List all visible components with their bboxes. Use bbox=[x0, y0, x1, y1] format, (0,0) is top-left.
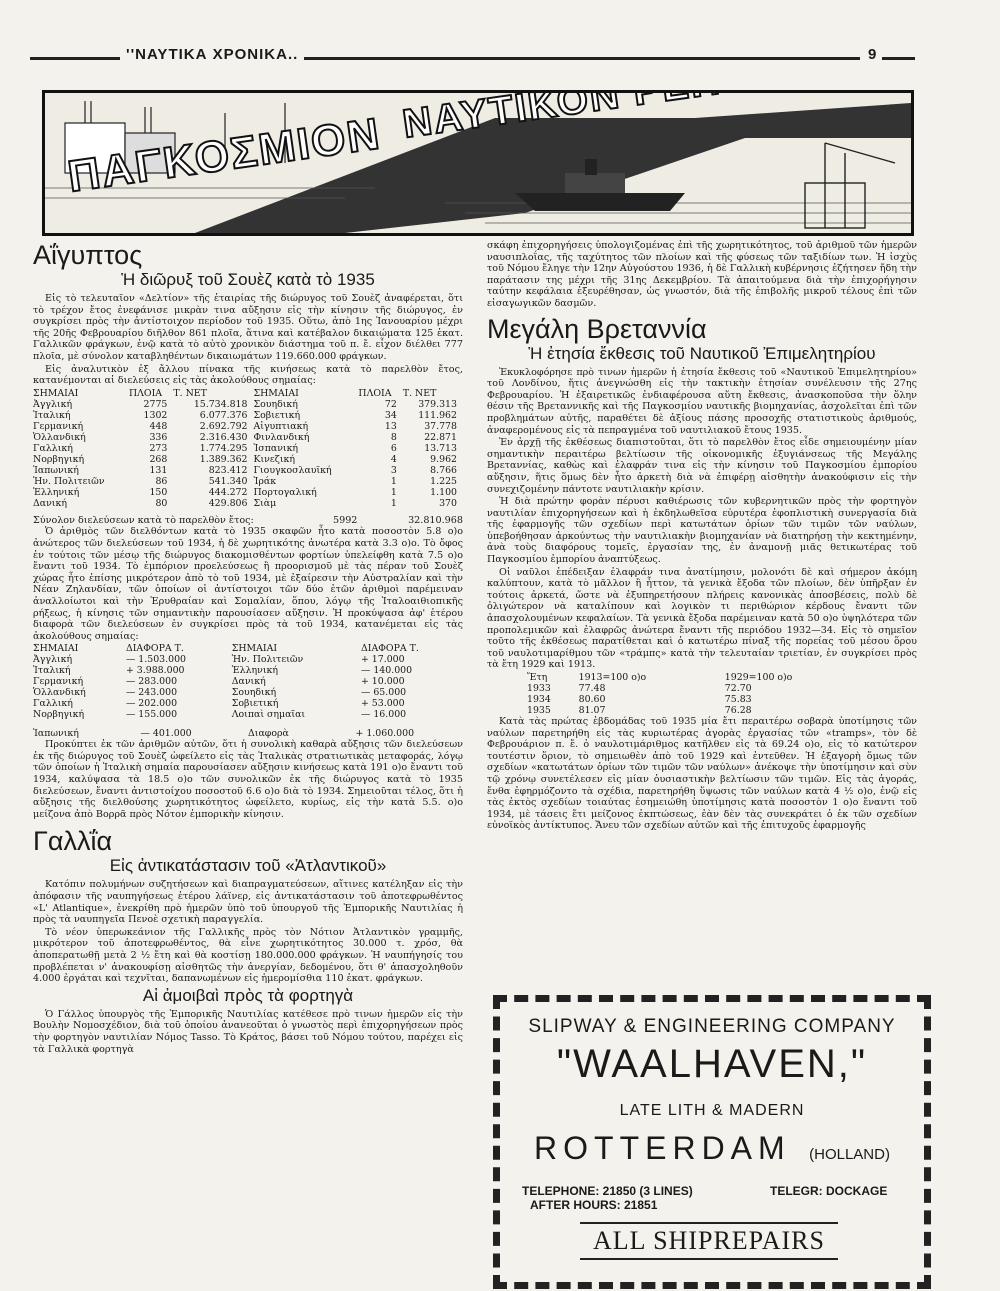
freight-table-header: 1929=100 ο)ο bbox=[724, 672, 793, 683]
freight-table-header: 1913=100 ο)ο bbox=[578, 672, 647, 683]
flags-difference-total bbox=[33, 728, 463, 739]
table-cell: Ἰταλική bbox=[33, 409, 71, 421]
table-cell: 111.962 bbox=[418, 409, 457, 421]
table-cell: Σοβιετική bbox=[253, 409, 301, 421]
egypt-paragraph-4: Προκύπτει ἐκ τῶν ἀριθμῶν αὐτῶν, ὅτι ἡ συνολικὴ καθαρὰ αὔξησις τῶν διελεύσεων ἐκ τῆς διώρυγος τοῦ Σουὲζ ὠφείλετο εἰς τὰς Ἰταλικὰς στρατιωτικὰς μεταφοράς, λόγῳ τῶν ὁποίων ἡ Ἰταλικὴ σημαία παρουσίασεν αὔξησιν κινήσεως κατὰ 191 ο)ο ἔναντι τοῦ 1934, καλύψασα τὰ 18.5 ο)ο τῶν συνολικῶν ἐκ τῆς διώρυγος κατὰ τὸ 1935 διελεύσεων, ἔναντι ἀντιστοίχου ποσοστοῦ 6.6 ο)ο διὰ τὸ 1934. Σημειοῦται τέλος, ὅτι ἡ αὔξησις τῆς διελθούσης χωρητικότητος ὠφείλετο, κυρίως, εἰς τὴν κατὰ 5.5. ο)ο μείζονα ἀπὸ Βορρᾶ πρὸς Νότον ἐμπορικὴν κίνησιν. bbox=[33, 739, 463, 820]
table-cell: Ἑλληνική bbox=[231, 665, 278, 677]
table-cell: — 1.503.000 bbox=[125, 654, 187, 666]
table-cell: 150 bbox=[149, 486, 168, 498]
table-cell: Σιὰμ bbox=[253, 497, 277, 509]
left-column bbox=[33, 240, 463, 1056]
table-cell: 541.340 bbox=[208, 475, 248, 487]
ad-city-line bbox=[500, 1130, 924, 1167]
table-cell: Νορβηγική bbox=[33, 709, 85, 721]
table-cell: 13 bbox=[384, 420, 397, 432]
masthead-title: ''ΝΑΥΤΙΚΑ ΧΡΟΝΙΚΑ.. bbox=[120, 46, 304, 63]
table-cell: 268 bbox=[149, 453, 168, 465]
table-cell: Αἰγυπτιακή bbox=[253, 420, 309, 432]
total-transits-line bbox=[33, 515, 463, 527]
table-cell: 1935 bbox=[527, 705, 551, 716]
table-cell: + 17.000 bbox=[360, 654, 405, 666]
table-cell: Ἡν. Πολιτειῶν bbox=[231, 654, 304, 666]
table-row bbox=[33, 432, 463, 443]
freight-table-body bbox=[527, 683, 871, 716]
table-row bbox=[33, 687, 463, 698]
table-cell: 72 bbox=[384, 398, 397, 410]
table-cell: 76.28 bbox=[724, 705, 752, 716]
table-cell: 9.962 bbox=[430, 453, 457, 465]
table-cell: 81.07 bbox=[578, 705, 606, 716]
egypt-paragraph-2: Εἰς ἀναλυτικὸν ἐξ ἄλλου πίνακα τῆς κινήσεως κατὰ τὸ παρελθὸν ἔτος, κατανέμονται αἱ διελεύσεις εἰς τὰς ἀκολούθους σημαίας: bbox=[33, 363, 463, 387]
table-row bbox=[33, 476, 463, 487]
table-row bbox=[33, 465, 463, 476]
table-cell: 131 bbox=[149, 464, 168, 476]
table-row bbox=[527, 694, 871, 705]
table-cell: 1.100 bbox=[430, 486, 457, 498]
france-paragraph-1: Κατόπιν πολυμήνων συζητήσεων καὶ διαπραγματεύσεων, αἵτινες κατέληξαν εἰς τὴν ἀπόφασιν τῆς ναυπηγήσεως ἑτέρου λάϊνερ, εἰς ἀντικατάστασιν τοῦ ἀποτεφρωθέντος «L' Atlantique», ἐνεκρίθη πρὸ ἡμερῶν ὑπὸ τοῦ ὑπουργοῦ τῆς Ἐμπορικῆς Ναυτιλίας ἡ πρὸς τὰ ναυπηγεῖα Πενοὲ σχετικὴ παραγγελία. bbox=[33, 879, 463, 926]
table-cell: Ἡν. Πολιτειῶν bbox=[33, 475, 105, 487]
france-heading: Γαλλΐα bbox=[33, 826, 113, 857]
table-cell: 1 bbox=[390, 497, 397, 509]
britain-heading: Μεγάλη Βρεταννία bbox=[487, 313, 707, 344]
table-cell: Σουηδική bbox=[231, 687, 277, 699]
table-cell: Δανική bbox=[231, 676, 266, 688]
table2-body bbox=[33, 654, 463, 720]
table-cell: 34 bbox=[384, 409, 397, 421]
right-column bbox=[487, 240, 917, 833]
table2-last-cell: Διαφορὰ bbox=[248, 728, 289, 740]
table-cell: 80 bbox=[155, 497, 168, 509]
table2-header: ΔΙΑΦΟΡΑ Τ. bbox=[125, 643, 184, 655]
table-cell: 3 bbox=[390, 464, 397, 476]
table1-header: ΣΗΜΑΙΑΙ bbox=[253, 387, 299, 399]
table-cell: — 202.000 bbox=[125, 698, 178, 710]
table-cell: 1 bbox=[390, 486, 397, 498]
france-subheading: Εἰς ἀντικατάστασιν τοῦ «Ἀτλαντικοῦ» bbox=[109, 856, 387, 876]
table-cell: Ἀγγλική bbox=[33, 398, 73, 410]
table-cell: — 283.000 bbox=[125, 676, 178, 688]
table2-header: ΔΙΑΦΟΡΑ Τ. bbox=[360, 643, 419, 655]
table-cell: Ἀγγλική bbox=[33, 654, 73, 666]
table-cell: 370 bbox=[439, 497, 457, 509]
table-cell: 1 bbox=[390, 475, 397, 487]
table-cell: Πορτογαλική bbox=[253, 486, 317, 498]
table-cell: 1.774.295 bbox=[199, 442, 248, 454]
table-cell: Ἑλληνική bbox=[33, 486, 80, 498]
table-cell: Γαλλική bbox=[33, 698, 73, 710]
table-cell: Κινεζική bbox=[253, 453, 295, 465]
table-cell: — 140.000 bbox=[360, 665, 413, 677]
table1-header: Τ. ΝΕΤ bbox=[402, 387, 437, 399]
freight-index-table bbox=[527, 672, 871, 716]
ad-city: ROTTERDAM bbox=[534, 1130, 791, 1166]
ad-after-hours: AFTER HOURS: 21851 bbox=[530, 1198, 658, 1212]
britain-paragraph-4: Οἱ ναῦλοι ἐπέδειξαν ἐλαφράν τινα ἀνατίμησιν, μολονότι δὲ καὶ σήμερον ἀκόμη καλύπτουν, κατὰ τὸ μᾶλλον ἢ ἧττον, τὰ γενικὰ ἔξοδα τῶν πλοίων, δὲν ὑπῆρξαν ἐν τούτοις ἀρκετά, ὥστε νὰ ἐξυπηρετήσουν πλήρεις κανονικὰς ἀποσβέσεις, πολὺ δὲ ὀλιγώτερον νὰ καταλίπουν καὶ λογικὸν τι περιθώριον κέρδους ἔναντι τῶν ἀπασχολουμένων κεφαλαίων. Τὰ γενικὰ ἔξοδα παρέμειναν κατὰ 50 ο)ο ὑψηλότερα τῶν προπολεμικῶν καὶ ἐλαφρῶς ἀνώτερα ἔναντι τῆς περιόδου 1932—34. Εἰς τὸ σημεῖον τοῦτο τῆς ἐκθέσεως παρατίθεται καὶ ὁ κατωτέρω πίναξ τῆς πορείας τοῦ μέσου ὅρου τοῦ ναυλοτιμαρίθμου τῶν «τράμπς» κατὰ τὴν τελευταίαν τριετίαν, ἐν συγκρίσει πρὸς τὰ ἔτη 1929 καὶ 1913. bbox=[487, 566, 917, 671]
ad-address: LATE LITH & MADERN bbox=[619, 1102, 805, 1119]
table-cell: Λοιπαὶ σημαῖαι bbox=[231, 709, 306, 721]
table-row bbox=[33, 443, 463, 454]
banner-title-bottom: ΠΑΓΚΟΣΜΙΟΝ bbox=[65, 109, 385, 202]
table-cell: 2.692.792 bbox=[199, 420, 248, 432]
table-cell: Ἰαπωνική bbox=[33, 464, 79, 476]
table-cell: Σοβιετική bbox=[231, 698, 279, 710]
table-cell: 13.713 bbox=[424, 442, 457, 454]
masthead-rule-right bbox=[880, 57, 915, 60]
table-cell: — 243.000 bbox=[125, 687, 178, 699]
table-row bbox=[33, 654, 463, 665]
table2-last-cell: — 401.000 bbox=[140, 728, 192, 740]
egypt-paragraph-3: Ὁ ἀριθμὸς τῶν διελθόντων κατὰ τὸ 1935 σκαφῶν ἦτο κατὰ ποσοστὸν 5.8 ο)ο ἀνώτερος τῶν διελεύσεων τοῦ 1934, ἡ δὲ χωρητικότης ἀνωτέρα κατὰ 3.3 ο)ο. Τὸ ὄφος ἐν τούτοις τῶν μέσῳ τῆς διώρυγος διακομισθέντων φορτίων ὑπελείφθη κατὰ 7.5 ο)ο ἔναντι τοῦ 1934. Τὸ ἐμπόριον προελεύσεως ἢ προορισμοῦ μὲ τὰς πέραν τοῦ Σουὲζ χώρας ἦτο ἐπίσης μικρότερον ἀπὸ τὸ τοῦ 1934, μὲ ἐξαίρεσιν τὴν Αὐστραλίαν καὶ τὴν Νέαν Ζηλανδίαν, τῶν ὁποίων οἱ ἀντίστοιχοι τῶν δύο ἐτῶν ἀριθμοὶ παρέμειναν ἀναλλοίωτοι καὶ τὴν Ἐρυθραίαν καὶ Σομαλίαν, ὅπου, λόγῳ τῆς Ἰταλοαιθιοπικῆς ρήξεως, ἡ κίνησις τῶν σημαντικὴν παρουσίασεν αὔξησιν. Ἡ προκύψασα ἀφ' ἑτέρου διαφορὰ τῶν διελεύσεων ἐν συγκρίσει πρὸς τὰ τοῦ 1934, κατανέμεται εἰς τὰς ἀκολούθους σημαίας: bbox=[33, 526, 463, 642]
table-cell: + 3.988.000 bbox=[125, 665, 185, 677]
table-cell: 75.83 bbox=[724, 694, 752, 705]
egypt-heading: Αΐγυπτος bbox=[33, 240, 143, 270]
table-cell: Ἰράκ bbox=[253, 475, 277, 487]
table-row bbox=[33, 454, 463, 465]
table-row bbox=[33, 410, 463, 421]
egypt-paragraph-1: Εἰς τὸ τελευταῖον «Δελτίον» τῆς ἑταιρίας τῆς διώρυγος τοῦ Σουὲζ ἀναφέρεται, ὅτι τὸ τρέχον ἔτος ἐνεφάνισε μικρὰν τινα αὔξησιν εἰς τὴν κίνησιν τῆς διώρυγος, ἐν συγκρίσει πρὸς τὴν ἀντίστοιχον περίοδον τοῦ 1935. Οὕτω, ἀπὸ 1ης Ἰανουαρίου μέχρι τῆς 20ῆς Φεβρουαρίου διῆλθον 861 πλοῖα, ἅτινα καὶ κατέβαλον δικαιώματα 125 ἑκατ. Γαλλικῶν φράγκων, ἐνῷ κατὰ τὸ αὐτὸ χρονικὸν διάστημα τοῦ π. ἔ. εἶχον διέλθει 777 πλοῖα, μὲ σύνολον καταβληθέντων δικαιωμάτων 119.660.000 φράγκων. bbox=[33, 293, 463, 362]
table-row bbox=[33, 676, 463, 687]
table2-header: ΣΗΜΑΙΑΙ bbox=[231, 643, 278, 655]
table-cell: 22.871 bbox=[424, 431, 457, 443]
table-row bbox=[527, 705, 871, 716]
table-cell: 80.60 bbox=[578, 694, 606, 705]
table-cell: 444.272 bbox=[208, 486, 248, 498]
france-continued-paragraph: σκάφη ἐπιχορηγήσεις ὑπολογιζομένας ἐπὶ τῆς χωρητικότητος, τοῦ ἀριθμοῦ τῶν ἡμερῶν ναυσιπλοΐας, τῆς ταχύτητος τῶν πλοίων καὶ τῆς φύσεως τῶν ταξιδίων των. Ἡ ἰσχὺς τοῦ Νόμου ἔληγε τὴν 12ην Αὐγούστου 1936, ἡ δὲ Γαλλικὴ κυβέρνησις ἐζήτησεν ἤδη τὴν παράτασιν της μέχρι τῆς 31ης Δεκεμβρίου. Τὰ ἀπαιτούμενα διὰ τὴν ἐπιχορήγησιν ταύτην κεφάλαια ἐξευρέθησαν, ὡς γνωστόν, διὰ τῆς ἐπιβολῆς μικροῦ τέλους ἐπὶ τῶν εἰσαγωγικῶν δασμῶν. bbox=[487, 240, 917, 309]
table1-header: Τ. ΝΕΤ bbox=[173, 387, 207, 399]
britain-subheading: Ἡ ἐτησία ἔκθεσις τοῦ Ναυτικοῦ Ἐπιμελητηρίου bbox=[528, 343, 876, 363]
ad-telephone: TELEPHONE: 21850 (3 LINES) bbox=[522, 1184, 693, 1198]
table-cell: 15.734.818 bbox=[193, 398, 248, 410]
table-cell: 1302 bbox=[143, 409, 168, 421]
table1-body bbox=[33, 399, 463, 509]
table2-last-cell: Ἰαπωνική bbox=[33, 728, 79, 740]
table-cell: Ὁλλανδική bbox=[33, 687, 86, 699]
table-cell: 1.225 bbox=[430, 475, 457, 487]
total-net-value: 32.810.968 bbox=[408, 514, 463, 526]
table-row bbox=[527, 683, 871, 694]
table-cell: 273 bbox=[149, 442, 168, 454]
total-transits-label: Σύνολον διελεύσεων κατὰ τὸ παρελθὸν ἔτος: bbox=[33, 514, 254, 526]
table-cell: Γερμανική bbox=[33, 420, 84, 432]
table1-header: ΠΛΟΙΑ bbox=[128, 387, 163, 399]
table-cell: 379.313 bbox=[418, 398, 457, 410]
table-cell: Σουηδική bbox=[253, 398, 298, 410]
table-row bbox=[33, 709, 463, 720]
table-row bbox=[33, 487, 463, 498]
table-cell: — 155.000 bbox=[125, 709, 178, 721]
france-paragraph-3: Ὁ Γάλλος ὑπουργὸς τῆς Ἐμπορικῆς Ναυτιλίας κατέθεσε πρὸ τινων ἡμερῶν εἰς τὴν Βουλὴν Νομοσχέδιον, διὰ τοῦ ὁποίου ἀνανεοῦται ὁ γνωστὸς περὶ ἐπιχορηγήσεων πρὸς τὴν φορτηγὸν ναυτιλίαν Νόμος Tasso. Τὸ Κράτος, βάσει τοῦ Νόμου τούτου, παρέχει εἰς τὰ Γαλλικὰ φορτηγὰ bbox=[33, 1008, 463, 1055]
table1-header: ΠΛΟΙΑ bbox=[358, 387, 392, 399]
britain-paragraph-2: Ἐν ἀρχῇ τῆς ἐκθέσεως διαπιστοῦται, ὅτι τὸ παρελθὸν ἔτος εἶδε σημειουμένην μίαν σημαντικὴν περαιτέρω βελτίωσιν τῆς οἰκονομικῆς ἐξυγιάνσεως τῆς Μεγάλης Βρεταννίας, καθὼς καὶ ἐλαφράν τινα εἰς τὴν κίνησιν τοῦ Παγκοσμίου ἐμπορίου αὔξησιν, ἥτις ὅμως δὲν ἦτο ἀρκετὴ διὰ νὰ ἐπιφέρῃ αἰσθητὴν ἀνακούφισιν εἰς τὴν συνεχιζομένην πάντοτε ναυτιλιακὴν κρίσιν. bbox=[487, 437, 917, 495]
table-cell: 2.316.430 bbox=[199, 431, 248, 443]
table-cell: 8 bbox=[390, 431, 397, 443]
table-cell: 823.412 bbox=[208, 464, 248, 476]
table-cell: 429.806 bbox=[208, 497, 248, 509]
flags-difference-table bbox=[33, 643, 463, 720]
table-cell: 37.778 bbox=[424, 420, 457, 432]
table-cell: 72.70 bbox=[724, 683, 752, 694]
table-cell: Ἰταλική bbox=[33, 665, 71, 677]
table-row bbox=[33, 698, 463, 709]
table-cell: 336 bbox=[149, 431, 168, 443]
table-cell: 8.766 bbox=[430, 464, 457, 476]
table-cell: Γιουγκοσλαυϊκή bbox=[253, 464, 332, 476]
ad-country: (HOLLAND) bbox=[809, 1146, 890, 1163]
table-cell: Δανική bbox=[33, 497, 67, 509]
britain-paragraph-5: Κατὰ τὰς πρώτας ἑβδομάδας τοῦ 1935 μία ἔτι περαιτέρω σοβαρὰ ὑποτίμησις τῶν ναύλων παρετηρήθη εἰς τὰς κυριωτέρας ἀγορὰς ἐργασίας τῶν «tramps», τὸν δὲ Φεβρουάριον π. ἔ. ὁ ναυλοτιμάριθμος κατῆλθεν εἰς τὰ 69.24 ο)ο, εἰς τὸ κατώτερον τουτέστιν ὅριον, τὸ σημειωθὲν ἀπὸ τοῦ 1929 καὶ ἐντεῦθεν. Ἡ ἐξαγορὴ ὅμως τῶν σχεδίων «κατωτάτων ὁρίων τῶν τιμῶν τῶν ναύλων» ἀνέκοψε τὴν ὑποτίμησιν καὶ σὺν τῷ χρόνῳ συνετέλεσεν εἰς μίαν ὀυσιαστικὴν βελτίωσιν τῶν τιμῶν. Εἰς τὰς ἀγοράς, ἔνθα ἐφηρμόζοντο τὰ σχέδια, παρετηρήθη ὕψωσις τῶν ναύλων κατὰ 4 ½ ο)ο, ἐνῷ εἰς τὰς ἐκτὸς σχεδίων τοιαύτας ἐσημειώθη ὑποτίμησις κατὰ ποσοστὸν 1 ο)ο ἔναντι τοῦ 1934, μὲ τάσεις ἔτι μείζονος ἐκπτώσεως, ἐὰν δὲν τὰς συνεκράτει ὁ ἐκ τῶν σχεδίων εὐνοϊκὸς ἀντίκτυπος. Ἄνευ τῶν σχεδίων αὐτῶν καὶ τῆς ἐπιτυχοῦς ἐφαρμογῆς bbox=[487, 716, 917, 832]
table-cell: — 65.000 bbox=[360, 687, 407, 699]
table-cell: 77.48 bbox=[578, 683, 606, 694]
ad-slogan-box bbox=[580, 1222, 838, 1260]
table-cell: 448 bbox=[149, 420, 168, 432]
ad-telegram: TELEGR: DOCKAGE bbox=[770, 1184, 888, 1198]
france-subheading-2: Αἱ ἀμοιβαὶ πρὸς τὰ φορτηγὰ bbox=[142, 985, 354, 1005]
table-cell: Νορβηγική bbox=[33, 453, 85, 465]
table-cell: 6 bbox=[390, 442, 397, 454]
table-cell: Ἱσπανική bbox=[253, 442, 299, 454]
table-cell: 1.389.362 bbox=[199, 453, 248, 465]
table-row bbox=[33, 421, 463, 432]
table2-last-cell: + 1.060.000 bbox=[355, 728, 415, 740]
freight-table-header: Ἔτη bbox=[527, 672, 548, 683]
table2-header: ΣΗΜΑΙΑΙ bbox=[33, 643, 79, 655]
table-cell: 1934 bbox=[527, 694, 551, 705]
table-cell: 2775 bbox=[143, 398, 168, 410]
flags-transit-table bbox=[33, 388, 463, 509]
table-cell: 4 bbox=[390, 453, 397, 465]
france-paragraph-2: Τὸ νέον ὑπερωκεάνιον τῆς Γαλλικῆς πρὸς τὸν Νότιον Ἀτλαντικὸν γραμμῆς, μικρότερον τοῦ ἀποτεφρωθέντος, θὰ εἶνε χωρητικότητος 30.000 τ. χρόσ, θὰ ἀποπερατωθῇ μετὰ 2 ½ ἔτη καὶ θὰ κοστίσῃ 180.000.000 φράγκων. Ἡ ναυπήγησίς του προβλέπεται ν' ἀνακουφίσῃ αἰσθητῶς τὴν ἀνεργίαν, δεδομένου, ὅτι θ' ἀπασχοληθοῦν 4.000 ἐργάται καὶ τεχνῖται, δαπανωμένων εἰς ἡμερομίσθια 110 ἑκατ. φράγκων. bbox=[33, 926, 463, 985]
table-cell: Ὁλλανδική bbox=[33, 431, 86, 443]
egypt-subheading: Ἡ διῶρυξ τοῦ Σουὲζ κατὰ τὸ 1935 bbox=[121, 270, 375, 289]
table-cell: + 53.000 bbox=[360, 698, 405, 710]
table-cell: 1933 bbox=[527, 683, 551, 694]
shipyard-advertisement bbox=[493, 995, 931, 1289]
table1-header: ΣΗΜΑΙΑΙ bbox=[33, 387, 79, 399]
ad-brand-name: "WAALHAVEN," bbox=[556, 1042, 868, 1086]
table-row bbox=[33, 399, 463, 410]
britain-paragraph-1: Ἐκυκλοφόρησε πρὸ τινων ἡμερῶν ἡ ἐτησία ἔκθεσις τοῦ «Ναυτικοῦ Ἐπιμελητηρίου» τοῦ Λονδίνου, ἥτις ἀνεγνώσθη εἰς τὴν τακτικὴν ἐτησίαν συνέλευσιν τῆς 27ης Φεβρουαρίου. Ἡ ἐξαιρετικῶς ἐνδιαφέρουσα αὕτη ἔκθεσις, ἀνασκοποῦσα τὴν ὅλην θέσιν τῆς Βρεταννικῆς καὶ τῆς Παγκοσμίου ναυτικῆς βιομηχανίας, ἀσχολεῖται ἐπὶ τῶν προβλημάτων αὐτῆς, παραθέτει δὲ ἀξίους πάσης προσοχῆς στατιστικοὺς ἀριθμούς, ἀναφερομένους εἰς τὰ πεπραγμένα τοῦ ναυτιλιακοῦ ἔτους 1935. bbox=[487, 366, 917, 436]
table-cell: + 10.000 bbox=[360, 676, 405, 688]
britain-paragraph-3: Ἡ διὰ πρώτην φορὰν πέρυσι καθιέρωσις τῶν κυβερνητικῶν πρὸς τὴν φορτηγὸν ναυτιλίαν ἐπιχορηγήσεων καὶ ἡ ἐκδηλωθεῖσα εὐρυτέρα ἐφοπλιστικὴ συνεργασία διὰ τῆς ἐφαρμογῆς τῶν σχεδίων περὶ κατωτάτων ὁρίων τῶν τιμῶν τῶν ναύλων, ὑπεβοήθησαν ἀρκούντως τὴν ναυτιλιακὴν βιομηχανίαν νὰ διατηρήσῃ τὴν κεκτημένην, ἀνὰ τοὺς διαφόρους τομεῖς, ἐργασίαν της, ἐν ἀναμονῇ μιᾶς θετικωτέρας τοῦ Παγκοσμίου ἐμπορίου ἀναπτύξεως. bbox=[487, 496, 917, 566]
page-number: 9 bbox=[862, 46, 882, 63]
banner-illustration bbox=[42, 90, 914, 236]
table-cell: Γερμανική bbox=[33, 676, 84, 688]
table-cell: — 16.000 bbox=[360, 709, 407, 721]
ad-slogan: ALL SHIPREPAIRS bbox=[593, 1226, 825, 1255]
ad-company-name: SLIPWAY & ENGINEERING COMPANY bbox=[528, 1016, 896, 1037]
table-cell: 6.077.376 bbox=[199, 409, 248, 421]
table-cell: Φινλανδική bbox=[253, 431, 310, 443]
total-ships-value: 5992 bbox=[333, 514, 358, 526]
table-row bbox=[33, 665, 463, 676]
table-cell: 86 bbox=[155, 475, 168, 487]
table-cell: Γαλλική bbox=[33, 442, 73, 454]
table-row bbox=[33, 498, 463, 509]
